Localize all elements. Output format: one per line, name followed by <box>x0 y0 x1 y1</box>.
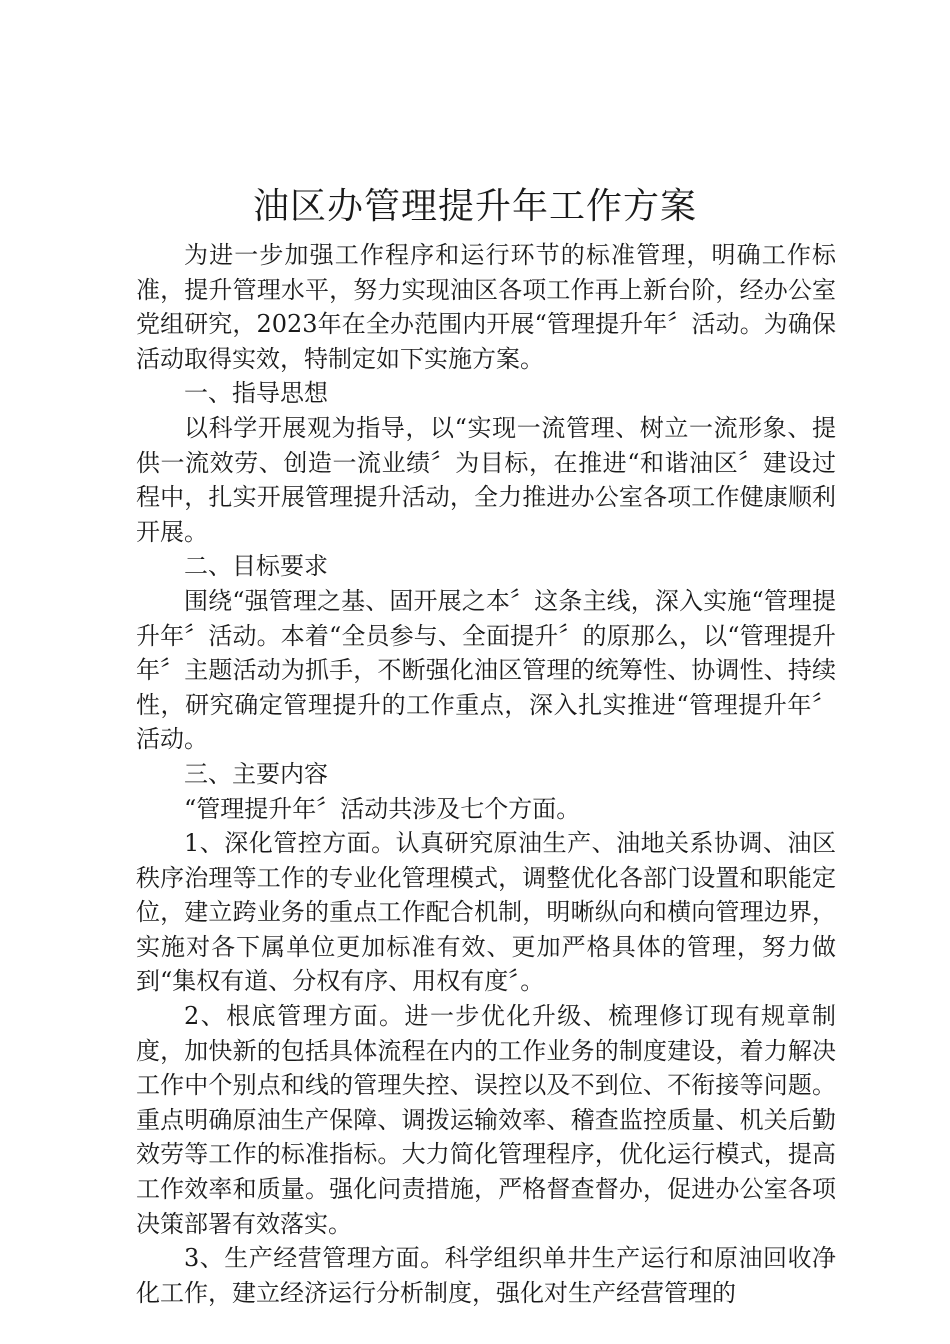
section-heading-main-content: 三、主要内容 <box>184 759 328 788</box>
section-heading-objectives: 二、目标要求 <box>184 552 328 581</box>
paragraph-item-2: 2、根底管理方面。进一步优化升级、梳理修订现有规章制度，加快新的包括具体流程在内的工作业务的制度建设，着力解决工作中个别点和线的管理失控、误控以及不到位、不衔接等问题。重点明确原油生产保障、调拨运输效率、稽查监控质量、机关后勤效劳等工作的标准指标。大力简化管理程序，优化运行模式，提高工作效率和质量。强化问责措施，严格督查督办，促进办公室各项决策部署有效落实。 <box>136 1002 836 1238</box>
paragraph-item-3: 3、生产经营管理方面。科学组织单井生产运行和原油回收净化工作，建立经济运行分析制度，强化对生产经营管理的 <box>136 1244 836 1307</box>
paragraph-guiding-ideology: 以科学开展观为指导，以“实现一流管理、树立一流形象、提供一流效劳、创造一流业绩〞为目标，在推进“和谐油区〞建设过程中，扎实开展管理提升活动，全力推进办公室各项工作健康顺利开展。 <box>136 413 836 546</box>
document-body <box>136 238 836 1310</box>
paragraph-item-1: 1、深化管控方面。认真研究原油生产、油地关系协调、油区秩序治理等工作的专业化管理模式，调整优化各部门设置和职能定位，建立跨业务的重点工作配合机制，明晰纵向和横向管理边界，实施对各下属单位更加标准有效、更加严格具体的管理，努力做到“集权有道、分权有序、用权有度〞。 <box>136 829 836 996</box>
paragraph-main-content-intro: “管理提升年〞活动共涉及七个方面。 <box>184 794 581 823</box>
paragraph-objectives: 围绕“强管理之基、固开展之本〞这条主线，深入实施“管理提升年〞活动。本着“全员参与、全面提升〞的原那么，以“管理提升年〞主题活动为抓手，不断强化油区管理的统筹性、协调性、持续性，研究确定管理提升的工作重点，深入扎实推进“管理提升年〞活动。 <box>136 586 836 754</box>
intro-paragraph: 为进一步加强工作程序和运行环节的标准管理，明确工作标准，提升管理水平，努力实现油区各项工作再上新台阶，经办公室党组研究，2023年在全办范围内开展“管理提升年〞活动。为确保活动取得实效，特制定如下实施方案。 <box>136 241 836 373</box>
section-heading-guiding-ideology: 一、指导思想 <box>184 379 328 408</box>
document-title: 油区办管理提升年工作方案 <box>252 186 697 227</box>
